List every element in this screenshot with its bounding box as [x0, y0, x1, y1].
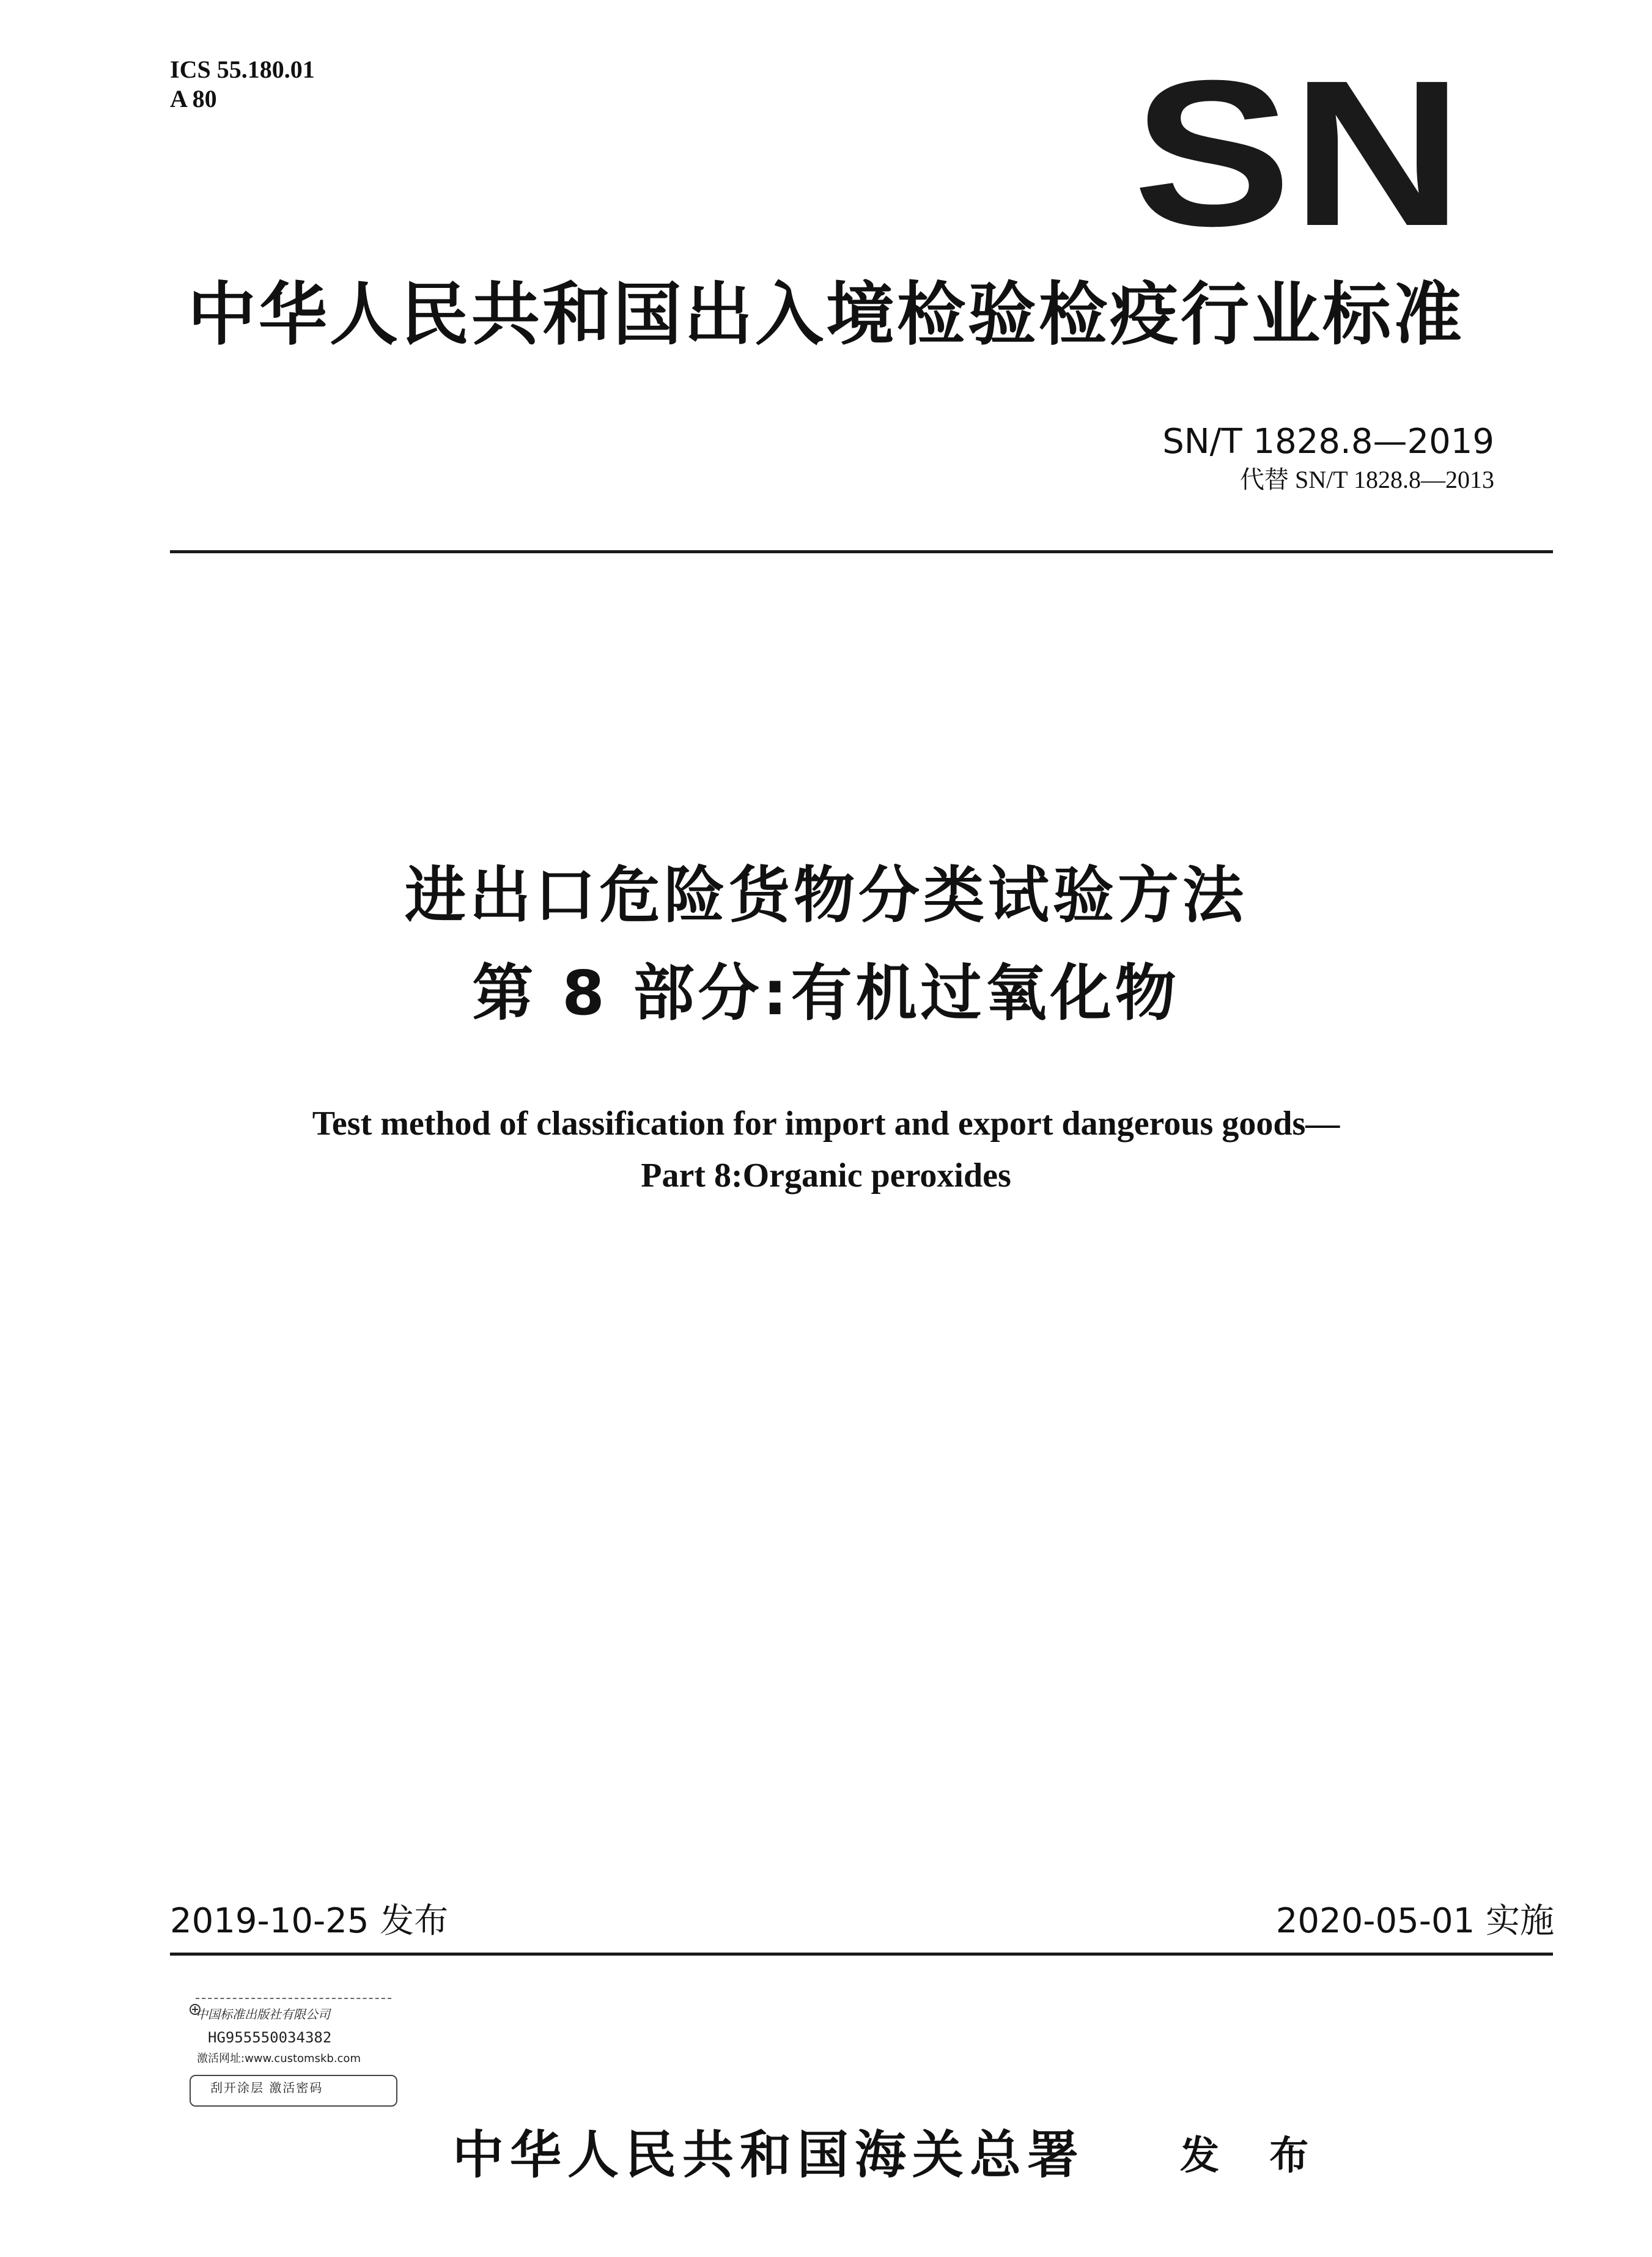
- bottom-divider: [170, 1953, 1553, 1956]
- label-dashed-border: [196, 1998, 391, 1999]
- ics-code: ICS 55.180.01: [170, 56, 315, 83]
- label-activation-site: 激活网址:www.customskb.com: [197, 2052, 361, 2065]
- chinese-title-line-2: 第 8 部分:有机过氧化物: [472, 957, 1180, 1029]
- chinese-title-line-1: 进出口危险货物分类试验方法: [405, 860, 1247, 931]
- publish-label: 发 布: [1180, 2134, 1327, 2179]
- label-company: 中国标准出版社有限公司: [196, 2007, 330, 2022]
- sn-logo-text: SN: [1133, 72, 1463, 234]
- english-title-line-1: Test method of classification for import and export dangerous goods—: [312, 1105, 1340, 1143]
- publisher-name: 中华人民共和国海关总署: [452, 2125, 1085, 2185]
- label-serial-code: HG955550034382: [208, 2029, 332, 2046]
- label-scratch-hint: 刮开涂层 激活密码: [210, 2080, 323, 2095]
- ccs-code: A 80: [170, 85, 217, 112]
- english-title-line-2: Part 8:Organic peroxides: [641, 1157, 1011, 1195]
- issue-date: 2019-10-25 发布: [170, 1901, 449, 1941]
- top-divider: [170, 550, 1553, 553]
- sn-logo: [1131, 72, 1465, 234]
- implementation-date: 2020-05-01 实施: [1275, 1901, 1554, 1941]
- page-header-title: 中华人民共和国出入境检验检疫行业标准: [188, 275, 1464, 355]
- standard-number: SN/T 1828.8—2019: [1162, 422, 1494, 462]
- anti-counterfeit-label: [183, 1982, 401, 2118]
- standard-replaces: 代替 SN/T 1828.8—2013: [1240, 466, 1494, 493]
